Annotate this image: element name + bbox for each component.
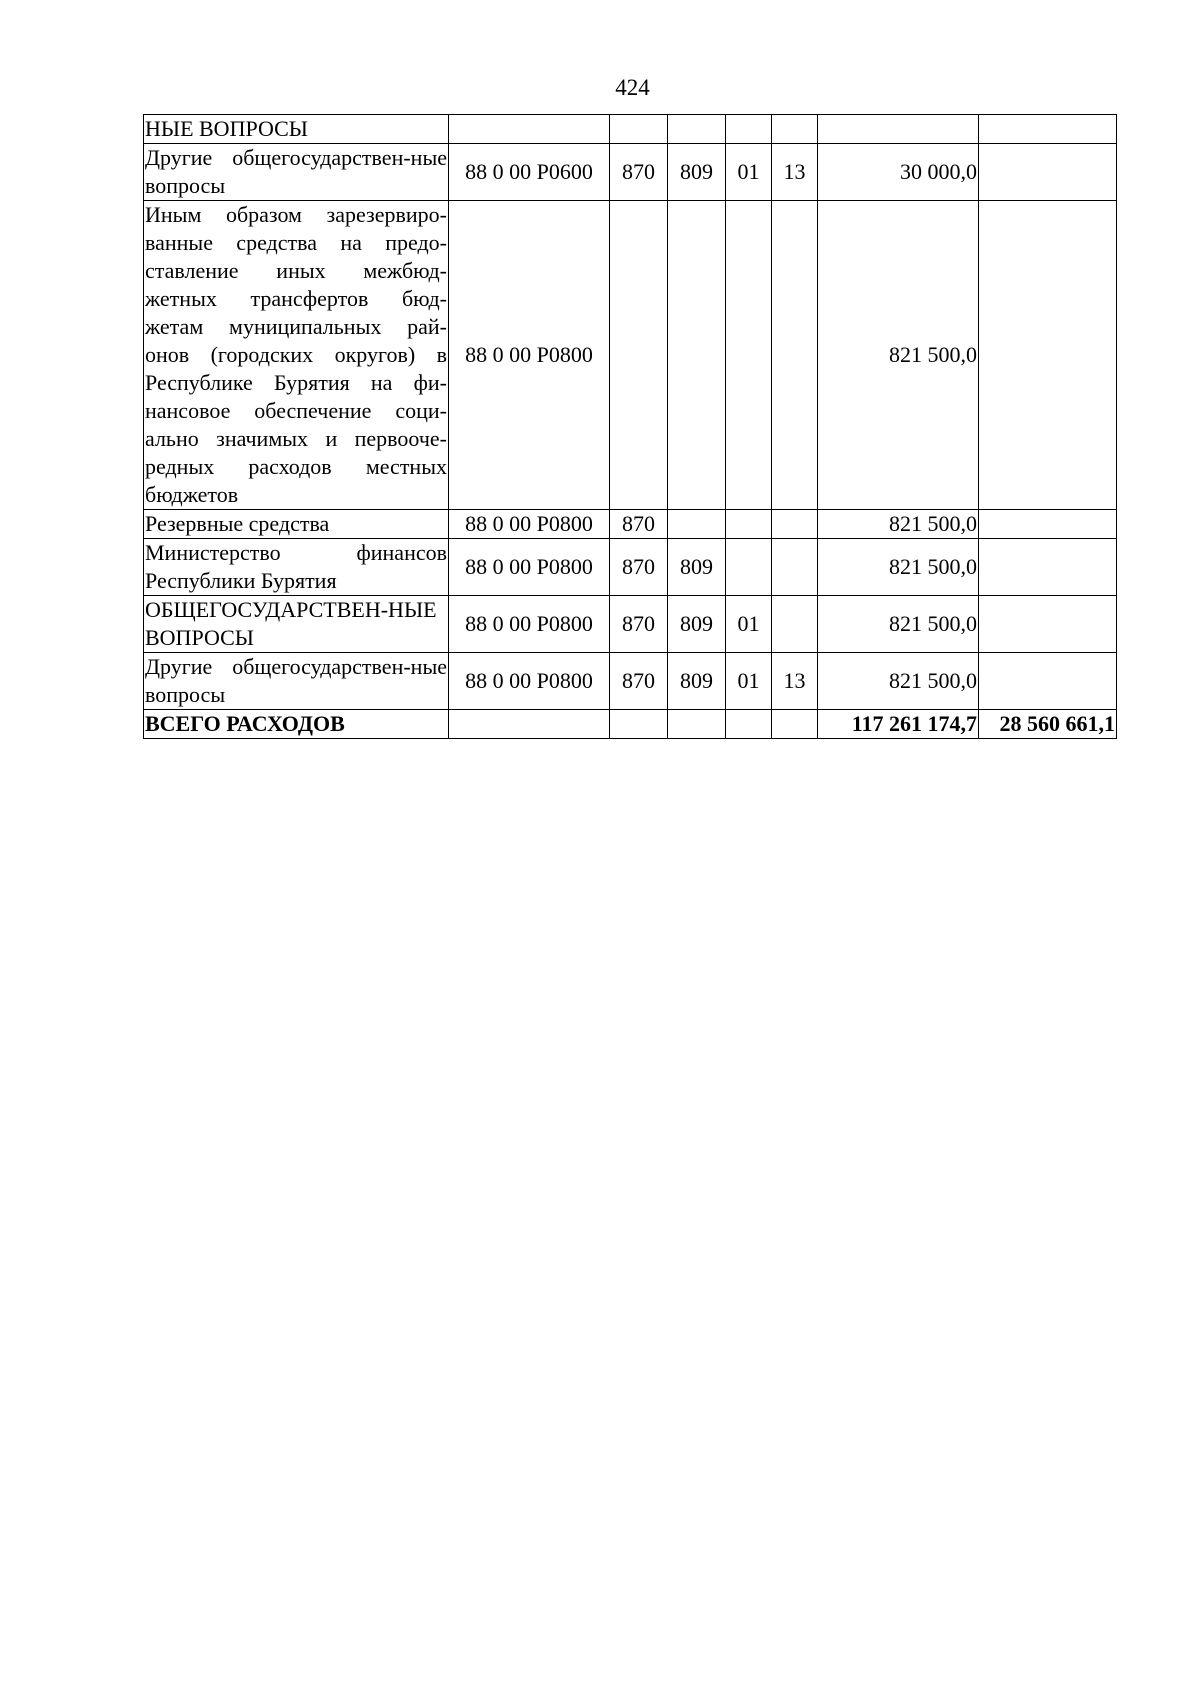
- sum-year-2: [979, 115, 1117, 144]
- sum-year-1: 821 500,0: [818, 653, 979, 710]
- empty-cell: [726, 710, 772, 739]
- row-name: Резервные средства: [144, 510, 449, 539]
- target-article-code: 88 0 00 Р0800: [449, 539, 610, 596]
- sum-year-2: [979, 596, 1117, 653]
- budget-table: [143, 114, 1117, 739]
- expense-type-code: 870: [610, 653, 668, 710]
- table-row: [144, 510, 1117, 539]
- expense-type-code: [610, 201, 668, 510]
- section-code: [726, 510, 772, 539]
- expense-type-code: 870: [610, 144, 668, 201]
- empty-cell: [610, 710, 668, 739]
- row-name: Иным образом зарезервиро-ванные средства на предо-ставление иных межбюд-жетных трансфертов бюд-жетам муниципальных рай-онов (городских округов) в Республике Бурятия на фи-нансовое обеспечение соци-ально значимых и первооче-редных расходов местных бюджетов: [144, 201, 449, 510]
- expense-type-code: 870: [610, 510, 668, 539]
- sum-year-1: 821 500,0: [818, 201, 979, 510]
- section-code: 01: [726, 653, 772, 710]
- row-name: Министерство финансов Республики Бурятия: [144, 539, 449, 596]
- page-number: 424: [615, 75, 650, 100]
- grbs-code: 809: [668, 144, 726, 201]
- sum-year-1: 821 500,0: [818, 539, 979, 596]
- empty-cell: [449, 710, 610, 739]
- section-code: [726, 201, 772, 510]
- grbs-code: [668, 115, 726, 144]
- grbs-code: 809: [668, 539, 726, 596]
- sum-year-2: [979, 201, 1117, 510]
- row-name: ОБЩЕГОСУДАРСТВЕН-НЫЕ ВОПРОСЫ: [144, 596, 449, 653]
- total-label: ВСЕГО РАСХОДОВ: [144, 710, 449, 739]
- subsection-code: [772, 596, 818, 653]
- section-code: [726, 539, 772, 596]
- target-article-code: 88 0 00 Р0800: [449, 596, 610, 653]
- grbs-code: [668, 510, 726, 539]
- table-row: [144, 201, 1117, 510]
- expense-type-code: [610, 115, 668, 144]
- total-sum-year-1: 117 261 174,7: [818, 710, 979, 739]
- table-row: [144, 539, 1117, 596]
- sum-year-1: 30 000,0: [818, 144, 979, 201]
- sum-year-2: [979, 539, 1117, 596]
- sum-year-1: 821 500,0: [818, 596, 979, 653]
- table-row: [144, 144, 1117, 201]
- sum-year-1: [818, 115, 979, 144]
- row-name: Другие общегосударствен-ные вопросы: [144, 653, 449, 710]
- target-article-code: 88 0 00 Р0800: [449, 510, 610, 539]
- empty-cell: [772, 710, 818, 739]
- subsection-code: [772, 539, 818, 596]
- subsection-code: [772, 115, 818, 144]
- table-row: [144, 596, 1117, 653]
- subsection-code: 13: [772, 144, 818, 201]
- expense-type-code: 870: [610, 539, 668, 596]
- grbs-code: [668, 201, 726, 510]
- grbs-code: 809: [668, 653, 726, 710]
- row-name: НЫЕ ВОПРОСЫ: [144, 115, 449, 144]
- total-sum-year-2: 28 560 661,1: [979, 710, 1117, 739]
- section-code: 01: [726, 144, 772, 201]
- subsection-code: [772, 201, 818, 510]
- sum-year-2: [979, 510, 1117, 539]
- table-row: [144, 653, 1117, 710]
- section-code: 01: [726, 596, 772, 653]
- target-article-code: 88 0 00 Р0600: [449, 144, 610, 201]
- grbs-code: 809: [668, 596, 726, 653]
- empty-cell: [668, 710, 726, 739]
- sum-year-2: [979, 144, 1117, 201]
- expense-type-code: 870: [610, 596, 668, 653]
- subsection-code: [772, 510, 818, 539]
- target-article-code: 88 0 00 Р0800: [449, 653, 610, 710]
- row-name: Другие общегосударствен-ные вопросы: [144, 144, 449, 201]
- subsection-code: 13: [772, 653, 818, 710]
- total-row: [144, 710, 1117, 739]
- target-article-code: [449, 115, 610, 144]
- sum-year-2: [979, 653, 1117, 710]
- target-article-code: 88 0 00 Р0800: [449, 201, 610, 510]
- table-row: [144, 115, 1117, 144]
- sum-year-1: 821 500,0: [818, 510, 979, 539]
- section-code: [726, 115, 772, 144]
